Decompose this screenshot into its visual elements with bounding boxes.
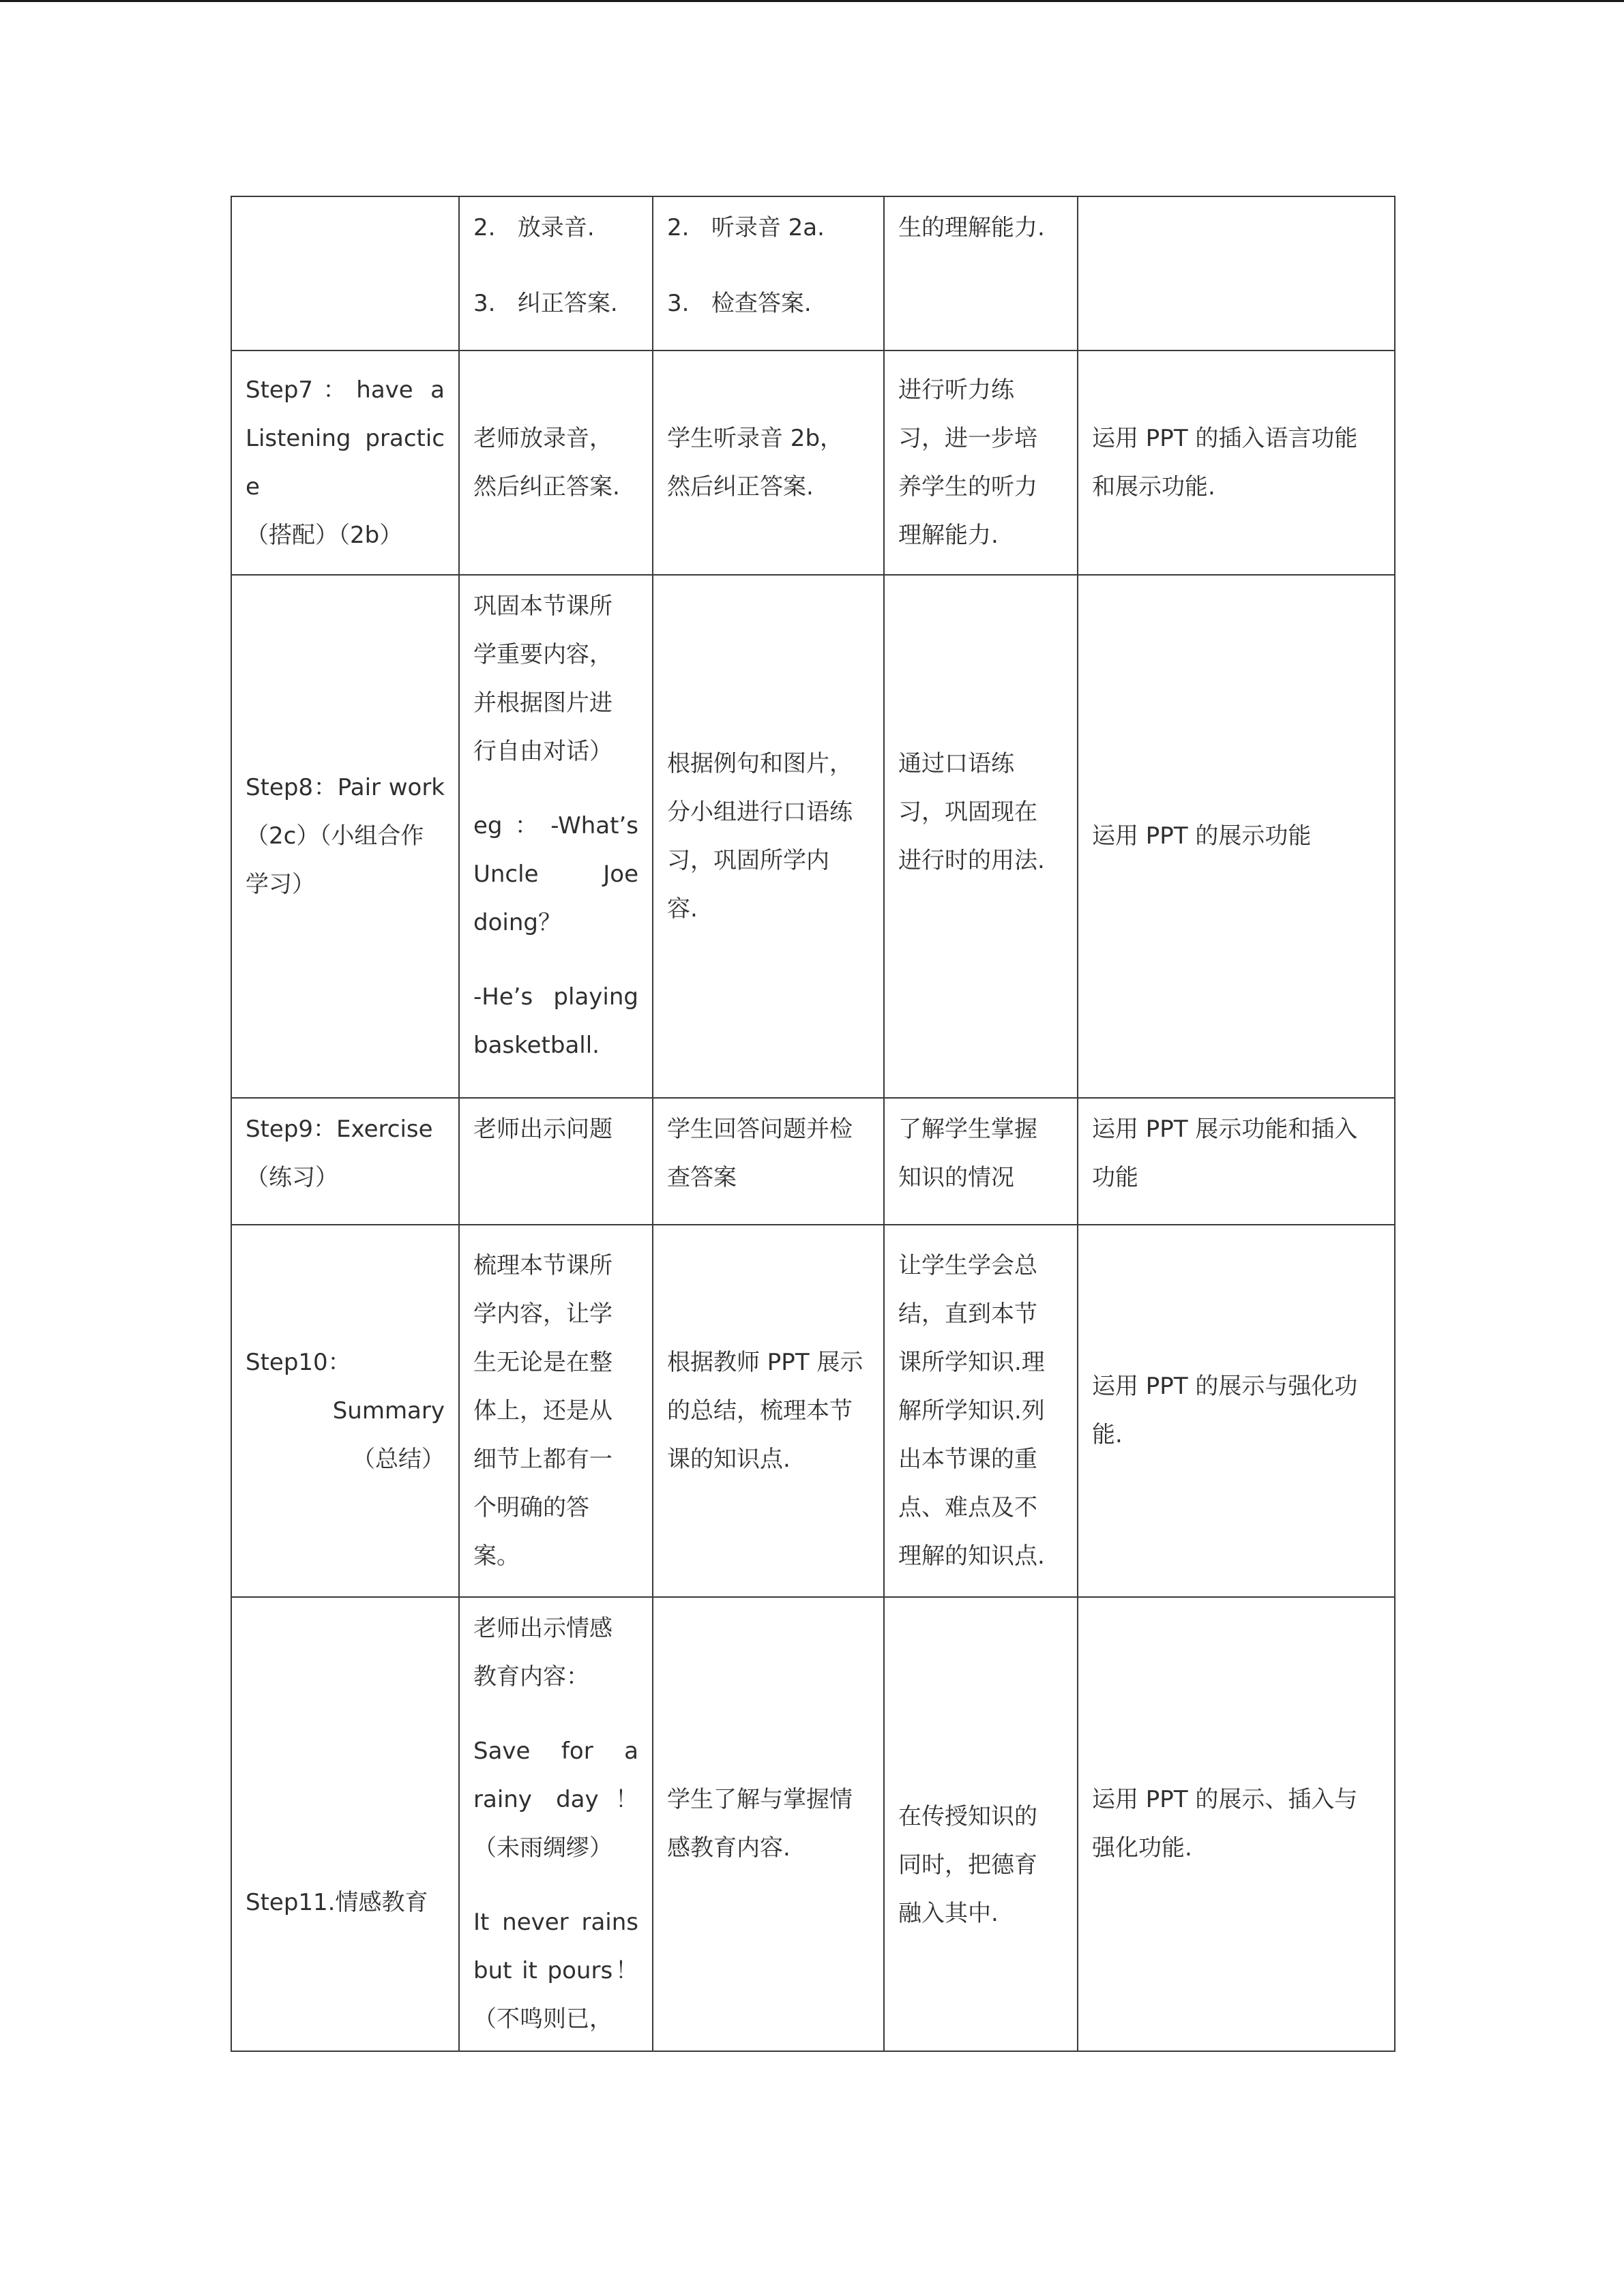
teacher-example-line: basketball. [473,1032,600,1059]
purpose-cell [884,196,1078,351]
step-label: （2c）（小组合作 [246,822,424,850]
purpose-cell [884,1098,1078,1225]
media-cell [1078,196,1395,351]
teacher-line: 学内容，让学 [473,1300,612,1328]
teacher-line: 细节上都有一 [473,1445,612,1473]
step-label: （总结） [352,1445,445,1473]
student-line: 查答案 [667,1164,737,1191]
table-row-step7 [231,351,1395,575]
media-line: 运用 PPT 展示功能和插入 [1092,1116,1358,1143]
purpose-line: 通过口语练 [898,749,1014,777]
student-activity-cell [653,575,884,1098]
media-line: 运用 PPT 的展示、插入与 [1092,1786,1358,1813]
teacher-line: 然后纠正答案. [473,473,620,501]
student-activity-cell [653,196,884,351]
media-line: 运用 PPT 的展示与强化功 [1092,1373,1358,1400]
student-line: 感教育内容. [667,1834,791,1862]
purpose-cell [884,575,1078,1098]
step-label: Step11.情感教育 [246,1888,428,1916]
step-cell [231,1225,459,1597]
teacher-quote-line: Save for a [473,1738,638,1765]
purpose-line: 理解的知识点. [898,1542,1045,1570]
teacher-line: 个明确的答 [473,1493,589,1521]
media-cell [1078,575,1395,1098]
media-cell [1078,1098,1395,1225]
teacher-activity-cell [459,1597,653,2051]
purpose-line: 习，巩固现在 [898,798,1037,826]
teacher-line: 行自由对话） [473,738,612,765]
step-cell [231,575,459,1098]
purpose-line: 让学生学会总 [898,1251,1037,1279]
table-row-continuation [231,196,1395,351]
student-line: 学生了解与掌握情 [667,1786,853,1813]
teacher-activity-cell [459,351,653,575]
teacher-activity-cell [459,196,653,351]
step-label: Step7：have a [246,376,445,404]
student-line: 习，巩固所学内 [667,846,829,874]
purpose-line: 进行听力练 [898,376,1014,404]
student-line: 3. 检查答案. [667,290,812,317]
teacher-line: 老师出示问题 [473,1116,612,1143]
media-line: 强化功能. [1092,1834,1192,1862]
student-line: 容. [667,895,698,923]
teacher-activity-cell [459,575,653,1098]
lesson-plan-table [231,196,1396,2052]
student-activity-cell [653,1225,884,1597]
teacher-line: 学重要内容， [473,641,612,668]
step-cell [231,1597,459,2051]
teacher-line: 老师出示情感 [473,1615,612,1642]
purpose-line: 出本节课的重 [898,1445,1037,1473]
purpose-line: 点、难点及不 [898,1493,1037,1521]
media-cell [1078,1597,1395,2051]
step-label: （搭配）（2b） [246,521,403,549]
purpose-line: 同时，把德育 [898,1851,1037,1879]
page-top-rule [0,0,1624,2]
media-line: 运用 PPT 的展示功能 [1092,822,1312,850]
purpose-cell [884,1225,1078,1597]
purpose-line: 知识的情况 [898,1164,1014,1191]
teacher-quote-line: It never rains [473,1909,638,1936]
media-line: 运用 PPT 的插入语言功能 [1092,424,1358,452]
teacher-activity-cell [459,1225,653,1597]
student-line: 的总结，梳理本节 [667,1397,853,1425]
purpose-line: 解所学知识.列 [898,1397,1045,1425]
student-line: 然后纠正答案. [667,473,814,501]
purpose-line: 理解能力. [898,521,999,549]
purpose-line: 在传授知识的 [898,1802,1037,1830]
purpose-cell [884,1597,1078,2051]
student-activity-cell [653,351,884,575]
table-row-step9 [231,1098,1395,1225]
student-line: 根据例句和图片， [667,749,853,777]
purpose-line: 了解学生掌握 [898,1116,1037,1143]
table-row-step10 [231,1225,1395,1597]
media-line: 和展示功能. [1092,473,1215,501]
teacher-line: 2. 放录音. [473,214,595,241]
purpose-line: 习，进一步培 [898,424,1037,452]
student-line: 2. 听录音 2a. [667,214,825,241]
media-cell [1078,1225,1395,1597]
step-label: Step8：Pair work [246,774,445,801]
media-line: 功能 [1092,1164,1138,1191]
media-cell [1078,351,1395,575]
step-label: （练习） [246,1164,338,1191]
teacher-quote-line: （未雨绸缪） [473,1834,612,1862]
purpose-cell [884,351,1078,575]
step-cell [231,1098,459,1225]
step-label: Step10： [246,1348,351,1376]
teacher-line: 梳理本节课所 [473,1251,612,1279]
teacher-line: 体上，还是从 [473,1397,612,1425]
step-label: Summary [332,1397,445,1425]
teacher-line: 教育内容： [473,1663,589,1690]
teacher-example-line: Uncle Joe [473,861,638,888]
purpose-line: 进行时的用法. [898,846,1045,874]
teacher-quote-line: but it pours！ [473,1957,638,1984]
step-cell [231,196,459,351]
teacher-example-line: -He’s playing [473,983,638,1011]
table-row-step8 [231,575,1395,1098]
teacher-line: 案。 [473,1542,520,1570]
teacher-example-line: eg：-What’s [473,812,638,839]
purpose-line: 融入其中. [898,1899,999,1927]
teacher-quote-line: rainy day！ [473,1786,638,1813]
teacher-example-line: doing？ [473,909,561,936]
purpose-line: 结，直到本节 [898,1300,1037,1328]
step-label: Listening practice [246,424,445,501]
student-activity-cell [653,1098,884,1225]
student-activity-cell [653,1597,884,2051]
purpose-line: 养学生的听力 [898,473,1037,501]
student-line: 根据教师 PPT 展示 [667,1348,863,1376]
teacher-line: 并根据图片进 [473,689,612,717]
teacher-quote-line: （不鸣则已， [473,2006,612,2033]
step-label: Step9：Exercise [246,1116,433,1143]
student-line: 学生回答问题并检 [667,1116,853,1143]
step-cell [231,351,459,575]
teacher-line: 3. 纠正答案. [473,290,618,317]
student-line: 分小组进行口语练 [667,798,853,826]
student-line: 课的知识点. [667,1445,791,1473]
teacher-line: 巩固本节课所 [473,593,612,620]
table-row-step11 [231,1597,1395,2051]
media-line: 能. [1092,1421,1123,1448]
teacher-line: 老师放录音， [473,424,612,452]
purpose-line: 生的理解能力. [898,214,1045,241]
purpose-line: 课所学知识.理 [898,1348,1045,1376]
step-label: 学习） [246,871,315,898]
teacher-line: 生无论是在整 [473,1348,612,1376]
student-line: 学生听录音 2b， [667,424,844,452]
teacher-activity-cell [459,1098,653,1225]
